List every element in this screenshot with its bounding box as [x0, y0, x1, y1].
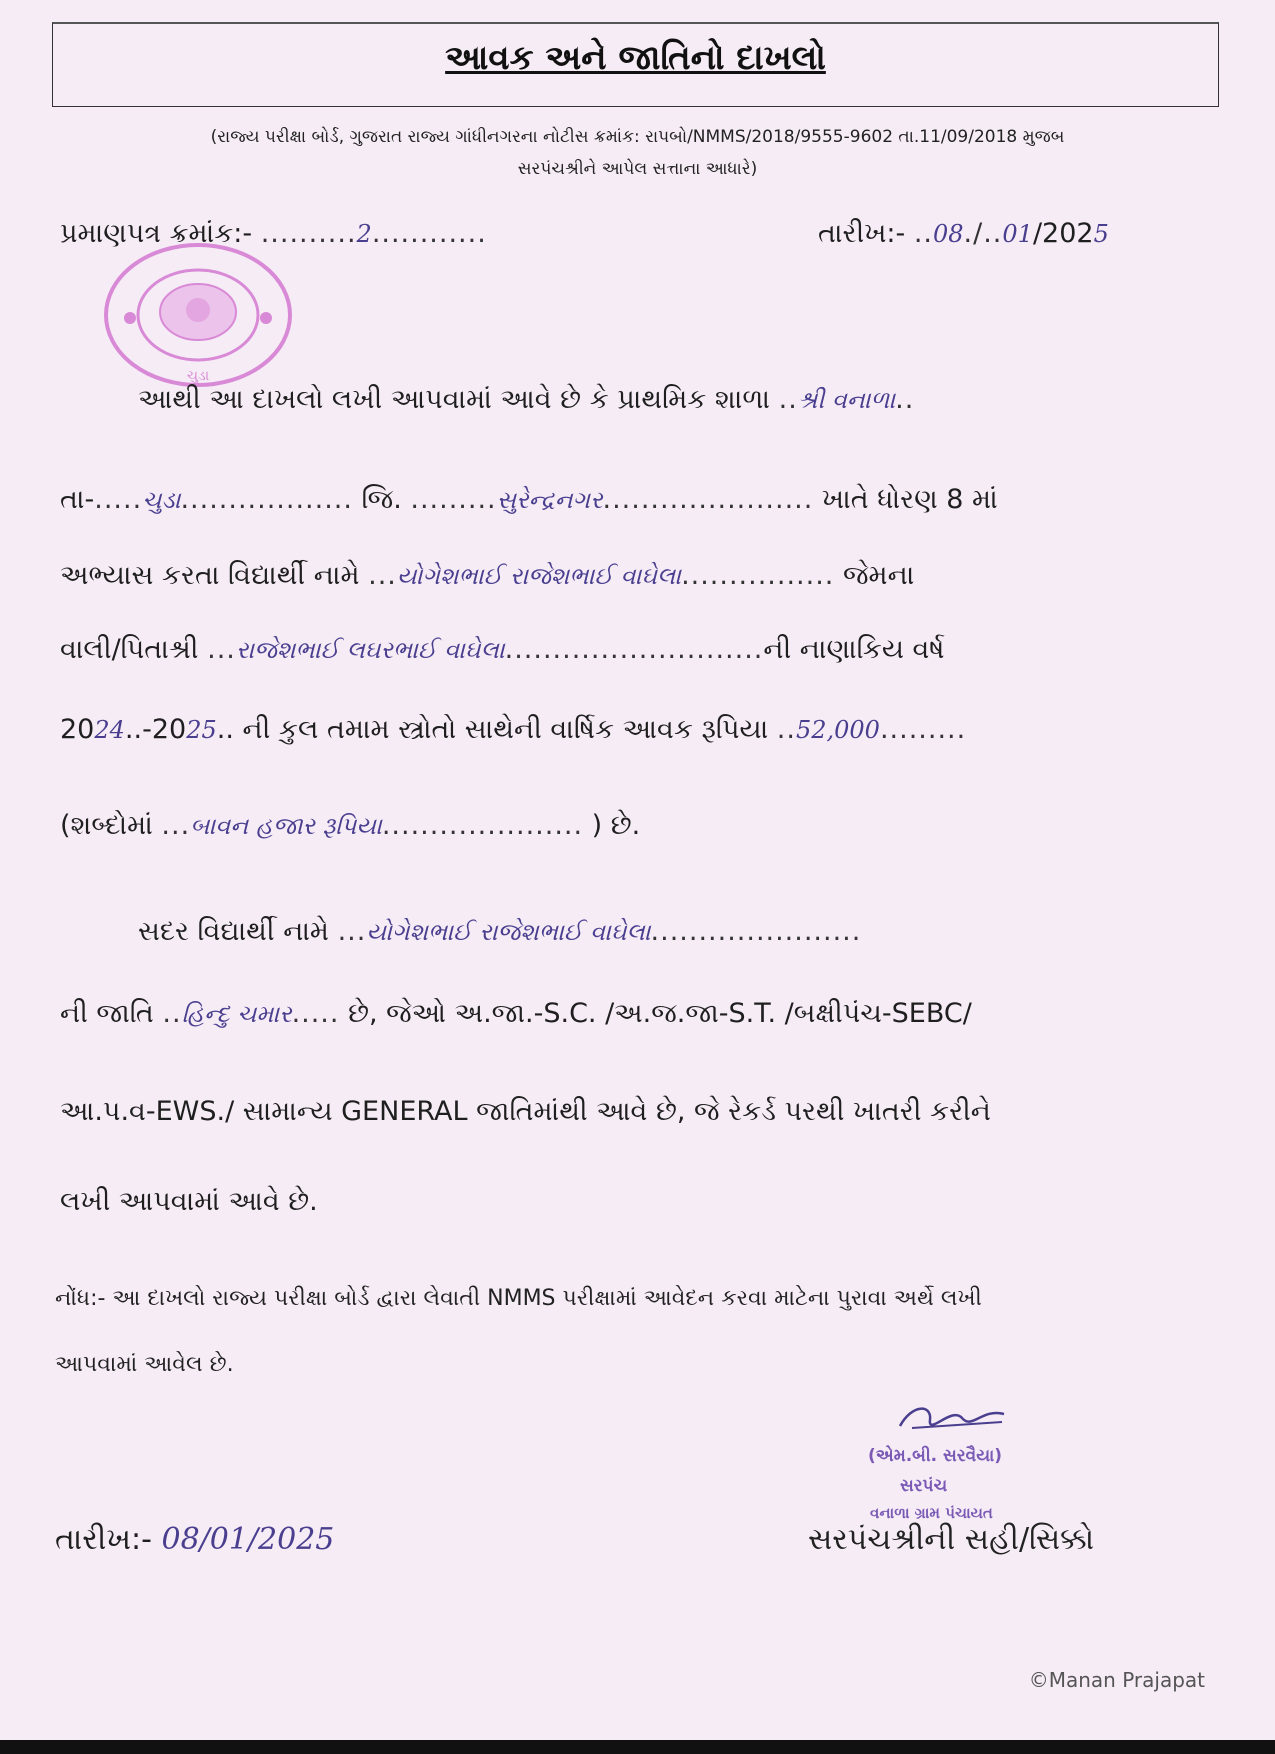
village-stamp-icon [100, 240, 296, 390]
signature-label: સરપંચશ્રીની સહી/સિક્કો [808, 1522, 1095, 1557]
certificate-number-row: પ્રમાણપત્ર ક્રમાંક:- ..........2............ [60, 218, 487, 249]
notice-line-1: (રાજ્ય પરીક્ષા બોર્ડ, ગુજરાત રાજ્ય ગાંધીનગરના નોટીસ ક્રમાંક: રાપબો/NMMS/2018/9555-9602 તા.11/09/2018 મુજબ [210, 127, 1065, 147]
document-title: આવક અને જાતિનો દાખલો [445, 38, 826, 78]
seal-title: સરપંચ [900, 1476, 948, 1496]
para2-label: સદર વિદ્યાર્થી નામે [138, 916, 329, 947]
note-line-1: નોંધ:- આ દાખલો રાજ્ય પરીક્ષા બોર્ડ દ્વારા લેવાતી NMMS પરીક્ષામાં આવેદન કરવા માટેના પુરાવા અર્થે લખી [55, 1286, 982, 1311]
para1-line1: આથી આ દાખલો લખી આપવામાં આવે છે કે પ્રાથમિક શાળા ..શ્રી વનાળા.. [138, 384, 915, 415]
note-line-2: આપવામાં આવેલ છે. [55, 1352, 234, 1377]
certificate-date-day: 08 [933, 220, 964, 248]
para1-line6: (શબ્દોમાં ...બાવન હજાર રૂપિયા..................... ) છે. [60, 810, 641, 841]
student-label: અભ્યાસ કરતા વિદ્યાર્થી નામે [60, 560, 360, 591]
student-name: યોગેશભાઈ રાજેશભાઈ વાઘેલા [396, 562, 682, 590]
guardian-label: વાલી/પિતાશ્રી [60, 634, 199, 665]
year2-prefix: -20 [142, 714, 187, 745]
income-value: 52,000 [795, 716, 880, 744]
seal-office: વનાળા ગ્રામ પંચાયત [870, 1504, 993, 1522]
student-suffix: જેમના [842, 560, 915, 591]
certificate-date-year-hw: 5 [1093, 220, 1109, 248]
signature-icon [892, 1398, 1012, 1438]
para2-line2: ની જાતિ ..હિન્દુ ચમાર..... છે, જેઓ અ.જા.-S.C. /અ.જ.જા-S.T. /બક્ષીપંચ-SEBC/ [60, 998, 972, 1029]
words-label: (શબ્દોમાં [60, 810, 153, 841]
para1-line5: 2024..-2025.. ની કુલ તમામ સ્ત્રોતો સાથેની વાર્ષિક આવક રૂપિયા ..52,000......... [60, 714, 967, 745]
footer-date-value: 08/01/2025 [161, 1522, 335, 1557]
guardian-name: રાજેશભાઈ લઘરભાઈ વાઘેલા [235, 636, 505, 664]
taluka-label: તા- [60, 484, 95, 515]
para2-name: યોગેશભાઈ રાજેશભાઈ વાઘેલા [366, 918, 651, 946]
para2-line1: સદર વિદ્યાર્થી નામે ...યોગેશભાઈ રાજેશભાઈ વાઘેલા...................... [138, 916, 862, 947]
notice-line-2: સરપંચશ્રીને આપેલ સત્તાના આધારે) [517, 159, 758, 179]
year1-hw: 24 [94, 716, 125, 744]
para1-line2: તા-.....ચુડા.................. જિ. .........સુરેન્દ્રનગર...................... ખાતે ધોરણ 8 માં [60, 484, 998, 515]
words-value: બાવન હજાર રૂપિયા [190, 812, 382, 840]
certificate-date-month: 01 [1002, 220, 1033, 248]
district-value: સુરેન્દ્રનગર [496, 486, 603, 514]
title-box [52, 22, 1219, 107]
scan-edge [0, 1740, 1275, 1754]
caste-label: ની જાતિ [60, 998, 154, 1029]
certificate-date-label: તારીખ:- [818, 218, 906, 249]
stamp-bottom-text: ચુડા [186, 368, 210, 384]
year1-prefix: 20 [60, 714, 95, 745]
seal-name: (એમ.બી. સરવૈયા) [868, 1446, 1003, 1466]
certificate-number-label: પ્રમાણપત્ર ક્રમાંક:- [60, 218, 253, 249]
district-label: જિ. [361, 484, 402, 515]
fy-label: ની નાણાકિય વર્ષ [763, 634, 945, 665]
para1-line4: વાલી/પિતાશ્રી ...રાજેશભાઈ લઘરભાઈ વાઘેલા...........................ની નાણાકિય વર્ષ [60, 634, 945, 665]
school-name: શ્રી વનાળા [797, 386, 896, 414]
certificate-date-year-prefix: /202 [1032, 218, 1094, 249]
standard-text: ખાતે ધોરણ 8 માં [821, 484, 998, 515]
para2-line4: લખી આપવામાં આવે છે. [60, 1186, 318, 1217]
footer-date-label: તારીખ:- [55, 1522, 152, 1557]
copyright: ©Manan Prajapat [1028, 1668, 1205, 1692]
certificate-date-row: તારીખ:- ..08./..01/2025 [818, 218, 1109, 249]
para2-line3: આ.પ.વ-EWS./ સામાન્ય GENERAL જાતિમાંથી આવે છે, જે રેકર્ડ પરથી ખાતરી કરીને [60, 1096, 991, 1127]
para1-text: આથી આ દાખલો લખી આપવામાં આવે છે કે પ્રાથમિક શાળા [138, 384, 771, 415]
footer-date-row [55, 1522, 334, 1557]
taluka-value: ચુડા [142, 486, 181, 514]
certificate-number-value: 2 [356, 220, 372, 248]
caste-options: છે, જેઓ અ.જા.-S.C. /અ.જ.જા-S.T. /બક્ષીપંચ-SEBC/ [348, 998, 972, 1029]
year2-hw: 25 [186, 716, 217, 744]
words-suffix: ) છે. [591, 810, 641, 841]
para1-line3: અભ્યાસ કરતા વિદ્યાર્થી નામે ...યોગેશભાઈ રાજેશભાઈ વાઘેલા................ જેમના [60, 560, 915, 591]
caste-value: હિન્દુ ચમાર [181, 1000, 292, 1028]
income-text: ની કુલ તમામ સ્ત્રોતો સાથેની વાર્ષિક આવક રૂપિયા [242, 714, 769, 745]
